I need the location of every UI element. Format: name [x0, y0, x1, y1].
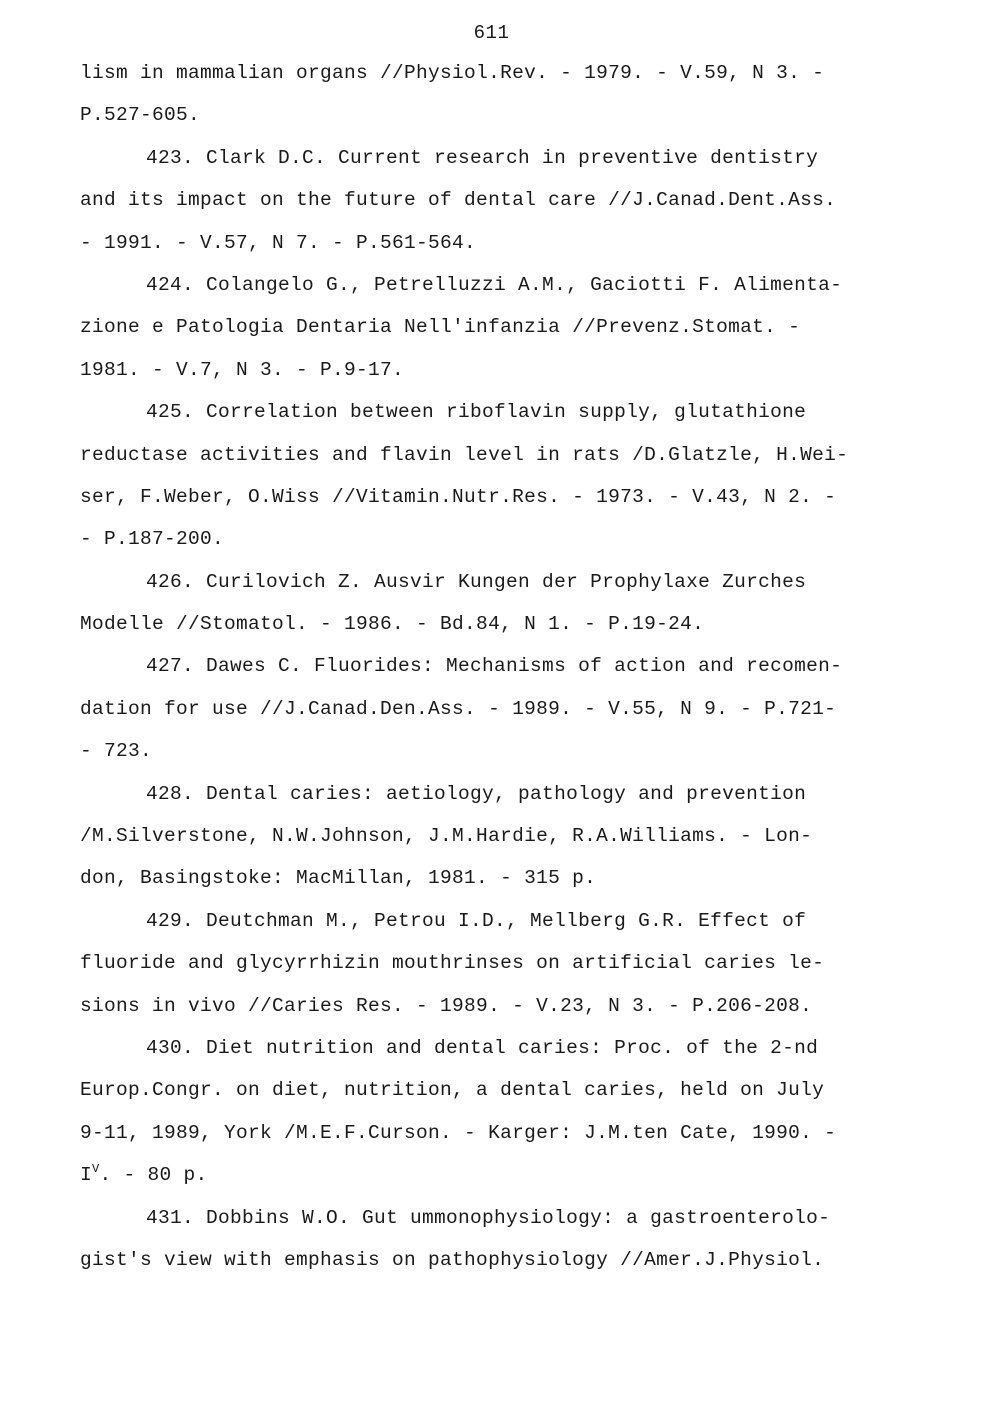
- text-line: [80, 645, 910, 687]
- text-line-content: Modelle //Stomatol. - 1986. - Bd.84, N 1. - P.19-24.: [80, 613, 705, 636]
- text-line: [80, 985, 910, 1027]
- text-line: [80, 52, 910, 94]
- text-line: [80, 561, 910, 603]
- text-line-content: 429. Deutchman M., Petrou I.D., Mellberg G.R. Effect of: [146, 909, 807, 932]
- text-line: [80, 1112, 910, 1154]
- text-line: [80, 434, 910, 476]
- superscript: V: [92, 1162, 100, 1177]
- text-line: [80, 730, 910, 772]
- text-line-content: 424. Colangelo G., Petrelluzzi A.M., Gaciotti F. Alimenta-: [146, 273, 843, 296]
- text-line: [80, 603, 910, 645]
- text-line-content: 9-11, 1989, York /M.E.F.Curson. - Karger: J.M.ten Cate, 1990. -: [80, 1121, 837, 1144]
- bibliography-text: [80, 52, 910, 1281]
- text-line: [80, 942, 910, 984]
- text-line: [80, 264, 910, 306]
- text-line-content: 426. Curilovich Z. Ausvir Kungen der Prophylaxe Zurches: [146, 570, 807, 593]
- text-line-content: 425. Correlation between riboflavin supply, glutathione: [146, 401, 807, 424]
- text-line-content: gist's view with emphasis on pathophysiology //Amer.J.Physiol.: [80, 1248, 825, 1271]
- text-line-tail: . - 80 p.: [99, 1164, 208, 1187]
- text-line-content: /M.Silverstone, N.W.Johnson, J.M.Hardie, R.A.Williams. - Lon-: [80, 825, 813, 848]
- text-line-content: lism in mammalian organs //Physiol.Rev. - 1979. - V.59, N 3. -: [80, 62, 825, 84]
- text-line-content: Europ.Congr. on diet, nutrition, a dental caries, held on July: [80, 1079, 825, 1102]
- text-line: [80, 815, 910, 857]
- text-line-content: - 1991. - V.57, N 7. - P.561-564.: [80, 231, 477, 254]
- text-line: [80, 137, 910, 179]
- text-line: [80, 222, 910, 264]
- text-line-content: P.527-605.: [80, 104, 201, 127]
- text-line: [80, 306, 910, 348]
- text-line-content: fluoride and glycyrrhizin mouthrinses on artificial caries le-: [80, 952, 825, 975]
- text-line-content: zione e Patologia Dentaria Nell'infanzia //Prevenz.Stomat. -: [80, 316, 801, 339]
- text-line: [80, 1197, 910, 1239]
- text-line-content: 427. Dawes C. Fluorides: Mechanisms of action and recomen-: [146, 655, 843, 678]
- text-line: [80, 900, 910, 942]
- text-line: [80, 349, 910, 391]
- text-line-content: 431. Dobbins W.O. Gut ummonophysiology: a gastroenterolo-: [146, 1206, 831, 1229]
- text-line: [80, 773, 910, 815]
- text-line-content: 1981. - V.7, N 3. - P.9-17.: [80, 358, 405, 381]
- text-line: [80, 476, 910, 518]
- text-line-content: dation for use //J.Canad.Den.Ass. - 1989. - V.55, N 9. - P.721-: [80, 697, 837, 720]
- text-line: [80, 1239, 910, 1281]
- text-line: [80, 857, 910, 899]
- text-line-content: 423. Clark D.C. Current research in preventive dentistry: [146, 146, 819, 169]
- text-line-content: 428. Dental caries: aetiology, pathology and prevention: [146, 782, 807, 805]
- text-line-content: - 723.: [80, 740, 153, 763]
- text-line-content: ser, F.Weber, O.Wiss //Vitamin.Nutr.Res. - 1973. - V.43, N 2. -: [80, 485, 837, 508]
- text-line: [80, 518, 910, 560]
- text-line: [80, 688, 910, 730]
- text-line-content: I: [80, 1164, 93, 1187]
- text-line: [80, 391, 910, 433]
- page-number: 611: [473, 22, 510, 44]
- text-line: [80, 94, 910, 136]
- text-line-content: don, Basingstoke: MacMillan, 1981. - 315 p.: [80, 867, 597, 890]
- text-line: [80, 1154, 910, 1196]
- text-line-content: 430. Diet nutrition and dental caries: Proc. of the 2-nd: [146, 1036, 819, 1059]
- text-line-content: and its impact on the future of dental care //J.Canad.Dent.Ass.: [80, 189, 837, 212]
- text-line-content: reductase activities and flavin level in rats /D.Glatzle, H.Wei-: [80, 443, 849, 466]
- text-line-content: - P.187-200.: [80, 528, 225, 551]
- text-line: [80, 179, 910, 221]
- text-line: [80, 1027, 910, 1069]
- text-line-content: sions in vivo //Caries Res. - 1989. - V.23, N 3. - P.206-208.: [80, 994, 813, 1017]
- text-line: [80, 1069, 910, 1111]
